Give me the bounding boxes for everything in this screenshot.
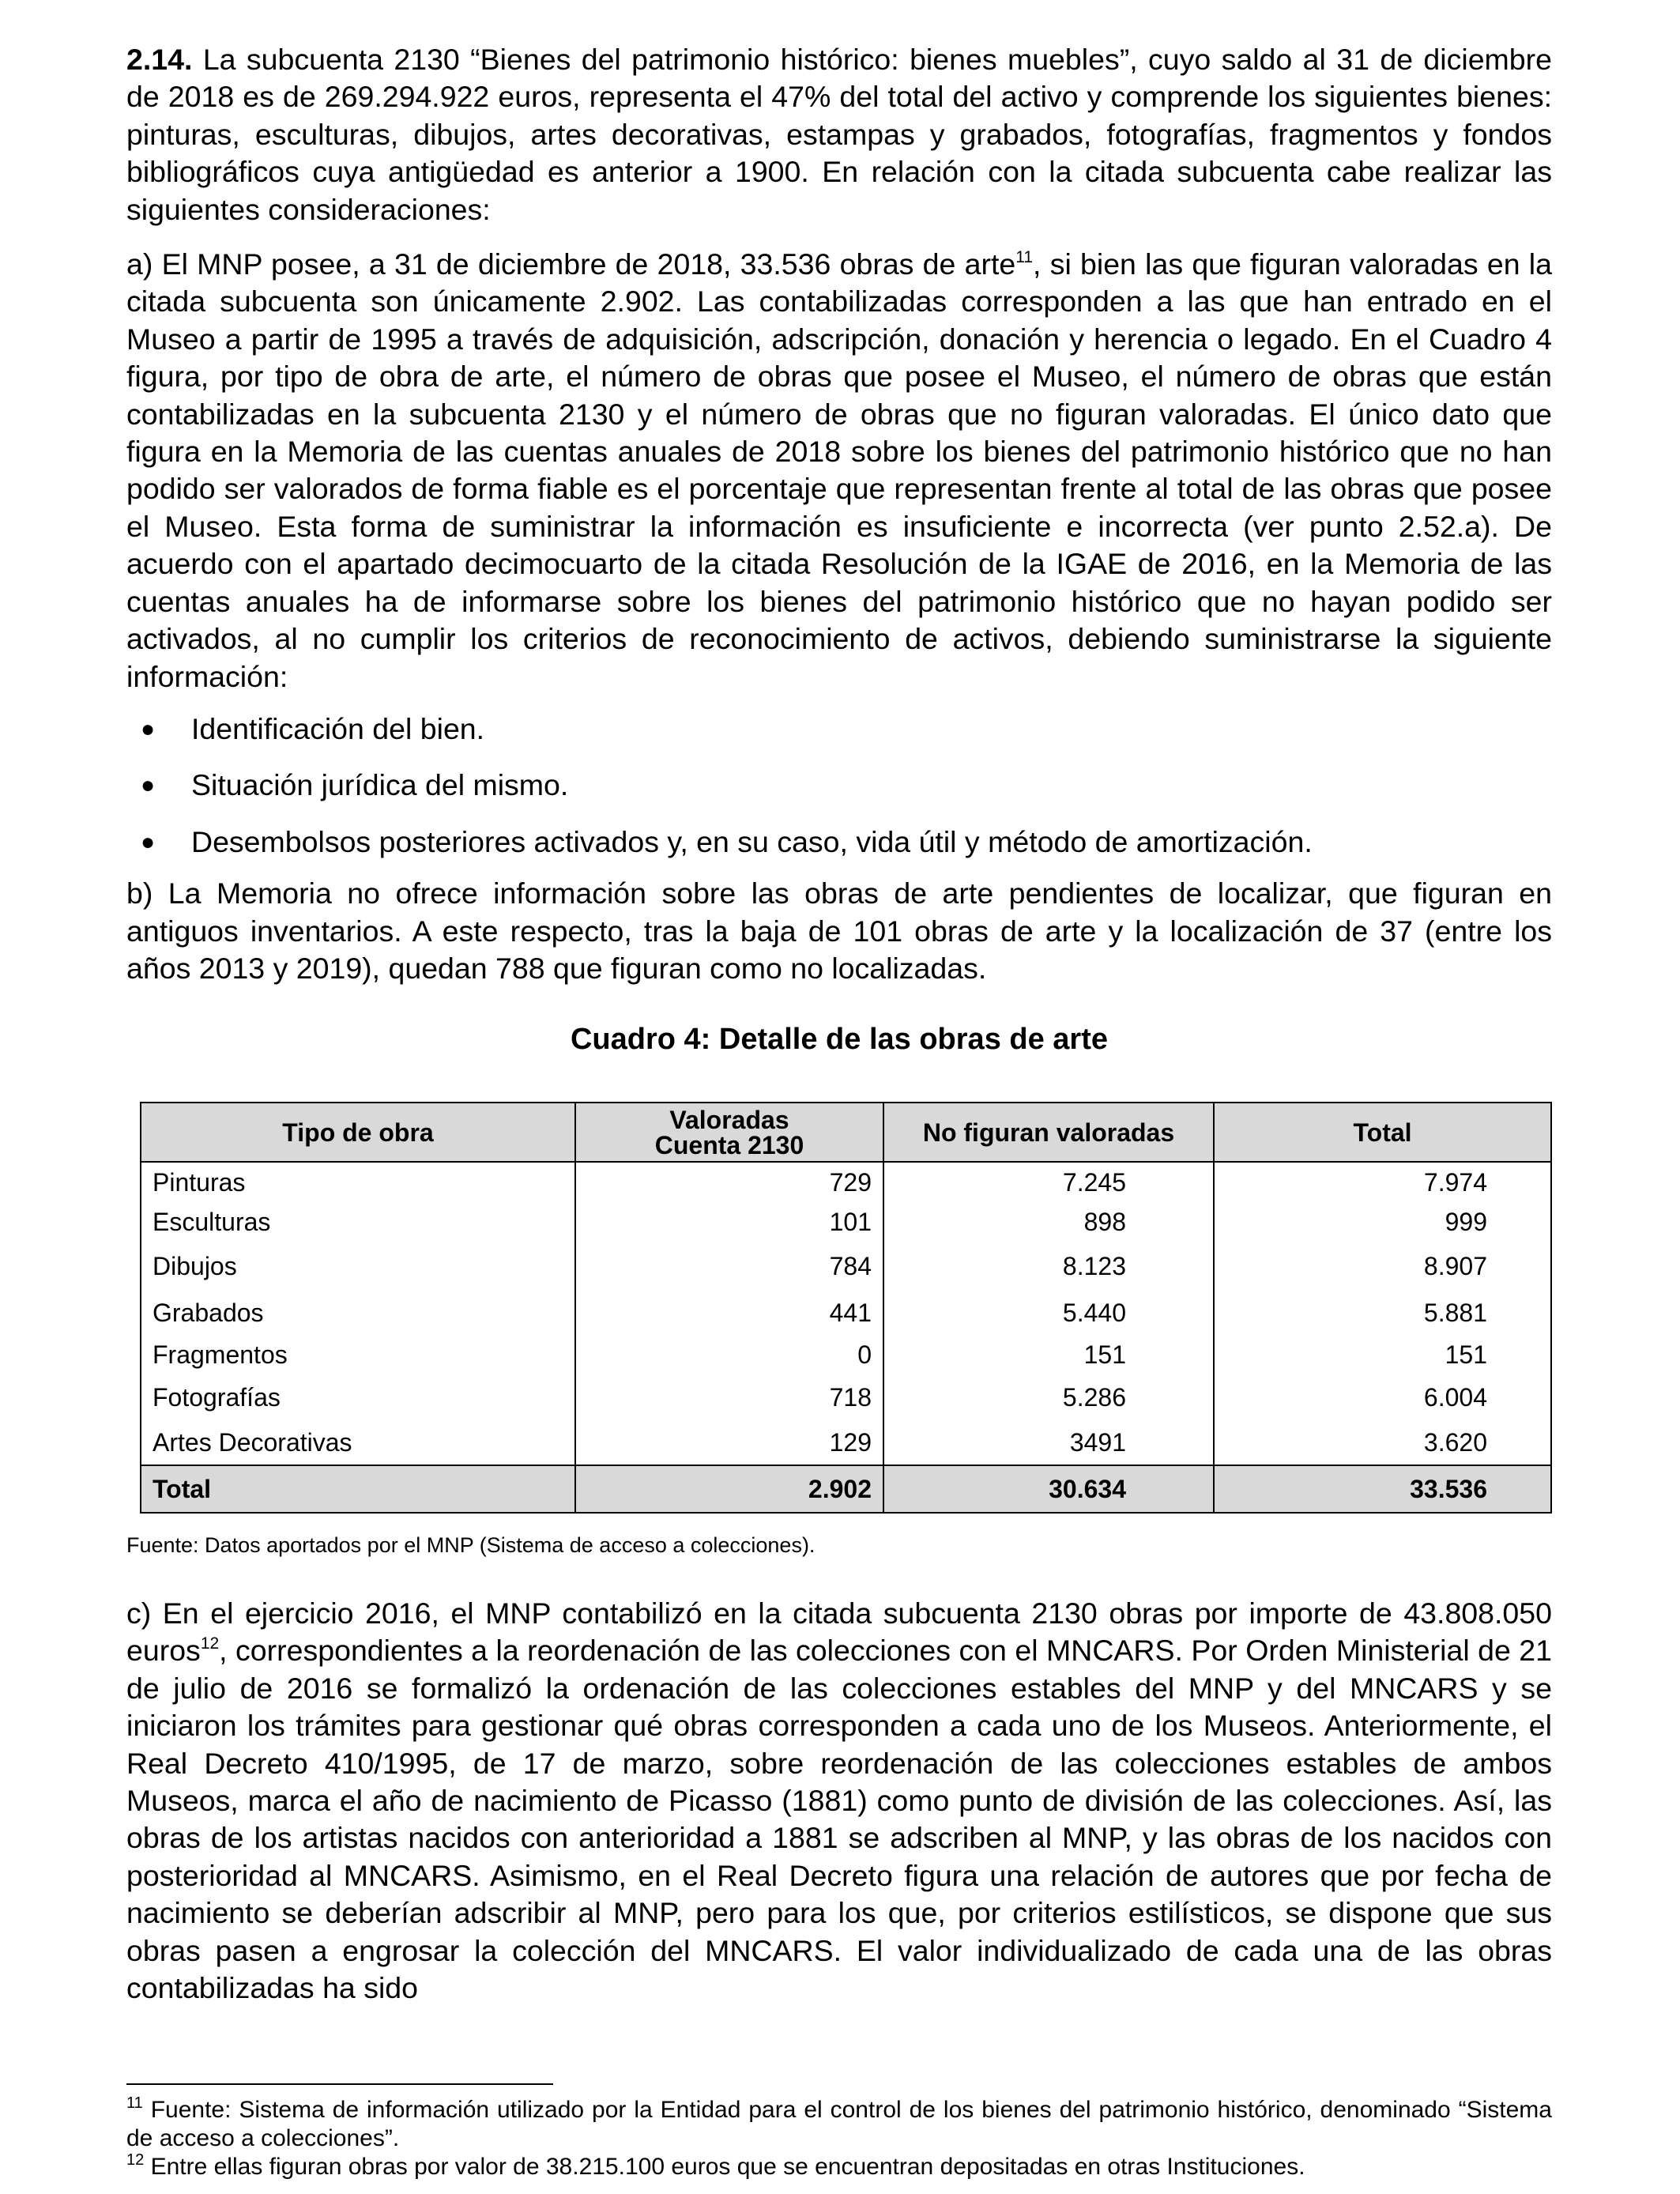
cell-no-valoradas: 8.123 bbox=[883, 1242, 1214, 1291]
header-no-valoradas: No figuran valoradas bbox=[883, 1103, 1214, 1162]
cell-tipo: Esculturas bbox=[141, 1202, 575, 1242]
list-item bbox=[126, 767, 1552, 804]
footnote-number: 12 bbox=[126, 2151, 145, 2169]
cell-tipo: Artes Decorativas bbox=[141, 1420, 575, 1465]
list-item-text: Identificación del bien. bbox=[191, 711, 485, 745]
table-total-row bbox=[141, 1465, 1551, 1513]
footnote-number: 11 bbox=[126, 2094, 143, 2112]
cell-valoradas: 129 bbox=[575, 1420, 883, 1465]
footnote-divider bbox=[126, 2083, 553, 2085]
cell-total: 8.907 bbox=[1214, 1242, 1551, 1291]
bullet-list bbox=[126, 711, 1552, 861]
paragraph-b: b) La Memoria no ofrece información sobre las obras de arte pendientes de localizar, que figuran en antiguos inventarios. A este respecto, tras la baja de 101 obras de arte y la localización de 37 (entre los años 2013 y 2019), quedan 788 que figuran como no localizadas. bbox=[126, 876, 1552, 985]
continuation-block bbox=[126, 1595, 1552, 2007]
footnote-ref-11[interactable]: 11 bbox=[1015, 248, 1034, 267]
artworks-table bbox=[140, 1102, 1552, 1514]
cell-tipo: Grabados bbox=[141, 1291, 575, 1335]
cell-no-valoradas: 3491 bbox=[883, 1420, 1214, 1465]
cell-valoradas: 784 bbox=[575, 1242, 883, 1291]
header-tipo: Tipo de obra bbox=[141, 1103, 575, 1162]
table-row bbox=[141, 1420, 1551, 1465]
document-page bbox=[126, 41, 1552, 2180]
footnote-12 bbox=[126, 2153, 1552, 2181]
table-caption: Cuadro 4: Detalle de las obras de arte bbox=[570, 1023, 1108, 1056]
header-total: Total bbox=[1214, 1103, 1551, 1162]
paragraph-text: , si bien las que figuran valoradas en la citada subcuenta son únicamente 2.902. Las contabilizadas corresponden a las que han entrado en el Museo a partir de 1995 a través de adquisición, adscripción, donación y herencia o legado. En el Cuadro 4 figura, por tipo de obra de arte, el número de obras que posee el Museo, el número de obras que están contabilizadas en la subcuenta 2130 y el número de obras que no figuran valoradas. El único dato que figura en la Memoria de las cuentas anuales de 2018 sobre los bienes del patrimonio histórico que no han podido ser valorados de forma fiable es el porcentaje que representan frente al total de las obras que posee el Museo. Esta forma de suministrar la información es insuficiente e incorrecta (ver punto 2.52.a). De acuerdo con el apartado decimocuarto de la citada Resolución de la IGAE de 2016, en la Memoria de las cuentas anuales ha de informarse sobre los bienes del patrimonio histórico que no hayan podido ser activados, al no cumplir los criterios de reconocimiento de activos, debiendo suministrarse la siguiente información: bbox=[126, 247, 1552, 693]
cell-total: 33.536 bbox=[1214, 1465, 1551, 1513]
cell-tipo: Pinturas bbox=[141, 1162, 575, 1202]
cell-valoradas: 729 bbox=[575, 1162, 883, 1202]
table-row bbox=[141, 1162, 1551, 1202]
cell-total: 7.974 bbox=[1214, 1162, 1551, 1202]
cell-tipo: Fotografías bbox=[141, 1374, 575, 1420]
table-row bbox=[141, 1374, 1551, 1420]
cell-tipo: Total bbox=[141, 1465, 575, 1513]
paragraph-2-14 bbox=[126, 41, 1552, 228]
cell-no-valoradas: 5.286 bbox=[883, 1374, 1214, 1420]
cell-total: 999 bbox=[1214, 1202, 1551, 1242]
cell-total: 6.004 bbox=[1214, 1374, 1551, 1420]
cell-no-valoradas: 898 bbox=[883, 1202, 1214, 1242]
cell-valoradas: 2.902 bbox=[575, 1465, 883, 1513]
list-item bbox=[126, 824, 1552, 861]
list-item-text: Situación jurídica del mismo. bbox=[191, 768, 569, 802]
table-source: Fuente: Datos aportados por el MNP (Sistema de acceso a colecciones). bbox=[126, 1533, 816, 1557]
cell-valoradas: 441 bbox=[575, 1291, 883, 1335]
cell-total: 5.881 bbox=[1214, 1291, 1551, 1335]
list-item-text: Desembolsos posteriores activados y, en su caso, vida útil y método de amortización. bbox=[191, 824, 1313, 858]
cell-tipo: Dibujos bbox=[141, 1242, 575, 1291]
cell-no-valoradas: 30.634 bbox=[883, 1465, 1214, 1513]
paragraph-text: c) En el ejercicio 2016, el MNP contabilizó en la citada subcuenta 2130 obras por importe de 43.808.050 euros bbox=[126, 1596, 1552, 1668]
paragraph-c bbox=[126, 1595, 1552, 2007]
table-row bbox=[141, 1291, 1551, 1335]
table-header-row bbox=[141, 1103, 1551, 1162]
paragraph-a bbox=[126, 246, 1552, 696]
cell-valoradas: 0 bbox=[575, 1335, 883, 1374]
table-row bbox=[141, 1242, 1551, 1291]
header-valoradas: Valoradas Cuenta 2130 bbox=[575, 1103, 883, 1162]
cell-no-valoradas: 5.440 bbox=[883, 1291, 1214, 1335]
table-row bbox=[141, 1202, 1551, 1242]
cell-no-valoradas: 151 bbox=[883, 1335, 1214, 1374]
table-row bbox=[141, 1335, 1551, 1374]
cell-tipo: Fragmentos bbox=[141, 1335, 575, 1374]
bullet-icon: ● bbox=[141, 772, 156, 799]
cell-total: 3.620 bbox=[1214, 1420, 1551, 1465]
cell-total: 151 bbox=[1214, 1335, 1551, 1374]
section-number: 2.14. bbox=[126, 43, 193, 76]
cell-no-valoradas: 7.245 bbox=[883, 1162, 1214, 1202]
bullet-icon: ● bbox=[141, 828, 156, 855]
footnote-text: Entre ellas figuran obras por valor de 38.215.100 euros que se encuentran depositadas en otras Instituciones. bbox=[144, 2154, 1305, 2180]
footnote-11 bbox=[126, 2096, 1552, 2153]
cell-valoradas: 718 bbox=[575, 1374, 883, 1420]
paragraph-text: La subcuenta 2130 “Bienes del patrimonio histórico: bienes muebles”, cuyo saldo al 31 de diciembre de 2018 es de 269.294.922 euros, representa el 47% del total del activo y comprende los siguientes bienes: pinturas, esculturas, dibujos, artes decorativas, estampas y grabados, fotografías, fragmentos y fondos bibliográficos cuya antigüedad es anterior a 1900. En relación con la citada subcuenta cabe realizar las siguientes consideraciones: bbox=[126, 43, 1552, 226]
paragraph-text: , correspondientes a la reordenación de las colecciones con el MNCARS. Por Orden Ministerial de 21 de julio de 2016 se formalizó la ordenación de las colecciones estables del MNP y del MNCARS y se iniciaron los trámites para gestionar qué obras corresponden a cada uno de los Museos. Anteriormente, el Real Decreto 410/1995, de 17 de marzo, sobre reordenación de las colecciones estables de ambos Museos, marca el año de nacimiento de Picasso (1881) como punto de división de las colecciones. Así, las obras de los artistas nacidos con anterioridad a 1881 se adscriben al MNP, y las obras de los nacidos con posterioridad al MNCARS. Asimismo, en el Real Decreto figura una relación de autores que por fecha de nacimiento se deberían adscribir al MNP, pero para los que, por criterios estilísticos, se dispone que sus obras pasen a engrosar la colección del MNCARS. El valor individualizado de cada una de las obras contabilizadas ha sido bbox=[126, 1634, 1552, 2005]
cell-valoradas: 101 bbox=[575, 1202, 883, 1242]
footnote-text: Fuente: Sistema de información utilizado por la Entidad para el control de los bienes del patrimonio histórico, denominado “Sistema de acceso a colecciones”. bbox=[126, 2097, 1552, 2151]
footnote-ref-12[interactable]: 12 bbox=[200, 1634, 220, 1653]
paragraph-text: a) El MNP posee, a 31 de diciembre de 2018, 33.536 obras de arte bbox=[126, 247, 1016, 281]
list-item bbox=[126, 711, 1552, 748]
footnotes bbox=[126, 2096, 1552, 2181]
bullet-icon: ● bbox=[141, 715, 156, 742]
